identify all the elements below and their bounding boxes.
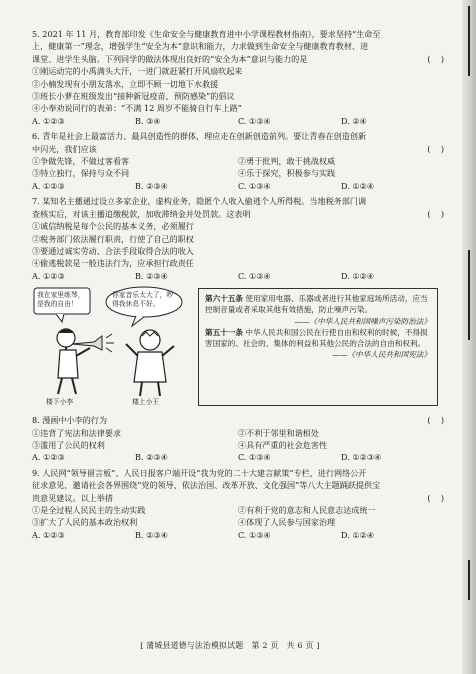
option-item: ④乐于探究，积极参与实践 [238,168,336,179]
option-item: ①是全过程人民民主的生动实践 [32,504,146,515]
question-8 [32,414,444,464]
answer-choice-b: B. ②③④ [135,270,168,281]
option-item: ③班长小萝在班级发出“接种新冠疫苗，预防感染”的倡议 [32,91,235,102]
answer-choice-c: C. ①③④ [238,452,271,463]
option-item: ③滥用了公民的权利 [32,439,105,450]
scan-line-mark [468,6,470,76]
answer-choice-b: B. ②③④ [135,529,168,540]
answer-choice-d: D. ②④ [341,115,367,126]
option-item: ③要通过诚实劳动、合法手段取得合法的收入 [32,245,194,256]
option-item: ①诚信纳税是每个公民的基本义务，必须履行 [32,221,194,232]
question-stem-line: 6. 青年是社会上最富活力、最具创造性的群体，理应走在创新创造前列。要让青春在创造创新 [32,131,367,142]
answer-choice-a: A. ①②③ [32,452,65,463]
answer-choice-a: A. ①②③ [32,529,65,540]
answer-choice-d: D. ①②④ [341,180,375,191]
scan-edge-shadow [462,0,476,674]
option-item: ②税务部门依法履行职责，行使了自己的职权 [32,233,194,244]
cartoon-caption-right: 楼上小王 [132,398,160,407]
question-stem-line: 课堂、进学生头脑。下列同学的做法体现出良好的“安全为本”意识与能力的是 [32,53,308,64]
answer-choice-a: A. ①②③ [32,115,65,126]
law-article-title: 第六十五条 [205,294,243,304]
cartoon-caption-left: 楼下小李 [46,398,74,407]
question-stem-line: 7. 某知名主播通过设立多家企业，虚构业务，隐匿个人收入偷逃个人所得税。当地税务部门调 [32,196,367,207]
answer-choices [32,451,444,463]
law-article-65 [205,293,431,315]
answer-choice-c: C. ①③④ [238,270,271,281]
option-item: ①刚运动完的小禹满头大汗，一进门就赶紧打开风扇吹起来 [32,66,243,77]
question-6 [32,130,444,192]
law-article-text: 使用家用电器、乐器或者进行其他家庭场所活动，应当控制音量或者采取其他有效措施，防止噪声污染。 [205,294,428,315]
answer-choice-a: A. ①②③ [32,180,65,191]
question-stem-line: 9. 人民网“领导留言板”、人民日报客户端开设“我为党的二十大建言献策”专栏，进行网络公开 [32,467,367,478]
law-article-title: 第五十一条 [205,327,243,337]
question-stem-line: 中闪光，我们应该 [32,143,97,154]
answer-choice-c: C. ①③④ [238,529,271,540]
option-item: ④偷逃税款是一般违法行为，应承担行政责任 [32,258,194,269]
answer-choice-c: C. ①③④ [238,180,271,191]
answer-choice-c: C. ①③④ [238,115,271,126]
law-article-text: 中华人民共和国公民在行使自由和权利的时候，不得损害国家的、社会的、集体的利益和其他公民的合法的自由和权利。 [205,327,428,348]
question-7 [32,195,444,282]
question-5 [32,28,444,127]
question-stem-line: 查核实后，对该主播追缴税款，加收滞纳金并处罚款。这表明 [32,208,251,219]
answer-choice-d: D. ①②③④ [341,452,382,463]
option-item: ②有利于党的意志和人民意志达成统一 [238,504,376,515]
answer-choice-d: D. ①②④ [341,529,375,540]
answer-choices [32,180,444,192]
law-source: ——《中华人民共和国噪声污染防治法》 [294,316,431,326]
option-item: ③扩大了人民的基本政治权利 [32,517,138,528]
cartoon-and-law-section [32,286,444,412]
answer-choice-b: B. ②③④ [135,452,168,463]
option-item: ④小奉劝说同行的表弟：“不满 12 周岁不能骑自行车上路” [32,103,242,114]
answer-choice-b: B. ②③④ [135,180,168,191]
cartoon-bubble-left: 我在家里练琴，是我的自由！ [37,291,85,308]
option-item: ①争做先锋，不做过客看客 [32,156,130,167]
law-excerpt-box [198,288,438,406]
answer-choices [32,529,444,541]
answer-choice-a: A. ①②③ [32,270,65,281]
option-item: ②不利于邻里和谐相处 [238,427,319,438]
answer-choices [32,270,444,282]
answer-bracket: ( ) [427,492,444,503]
law-source: ——《中华人民共和国宪法》 [332,350,431,360]
scan-line-mark [468,560,470,600]
answer-bracket: ( ) [427,415,444,426]
cartoon-illustration [32,286,188,408]
answer-choices [32,115,444,127]
scan-line-mark [468,250,470,340]
cartoon-bubble-right: 你家音乐太大了，吵得我休息不好。 [112,291,174,308]
question-stem-line: 8. 漫画中小李的行为 [32,415,108,426]
option-item: ④具有严重的社会危害性 [238,439,328,450]
answer-choice-b: B. ③④ [135,115,161,126]
question-stem-line: 征求意见，邀请社会各界围绕“党的领导、依法治国、改革开放、文化强国”等八大主题踊跃提供宝 [32,480,381,491]
answer-bracket: ( ) [427,53,444,64]
question-stem-line: 贵意见建议。以上举措 [32,492,113,503]
option-item: ①违背了宪法和法律要求 [32,427,122,438]
answer-bracket: ( ) [427,208,444,219]
question-stem-line: 5. 2021 年 11 月，教育部印发《生命安全与健康教育进中小学课程教材指南》，要求坚持“生命至 [32,29,381,39]
answer-bracket: ( ) [427,143,444,154]
answer-choice-d: D. ①②④ [341,270,375,281]
questions-content [32,28,444,541]
option-item: ④体现了人民参与国家治理 [238,517,336,528]
page-footer: [ 蒲城县道德与法治模拟试题 第 2 页 共 6 页 ] [140,641,320,650]
option-item: ②小楠发现有小朋友落水，立即不顾一切地下水救援 [32,78,219,89]
option-item: ②勇于批判，敢于挑战权威 [238,156,336,167]
question-9 [32,467,444,541]
law-article-51 [205,327,431,349]
option-item: ③特立独行，保持与众不同 [32,168,130,179]
question-stem-line: 上，健康第一”理念，增强学生“安全为本”意识和能力，力求做到生命安全与健康教育教材、进 [32,41,369,52]
